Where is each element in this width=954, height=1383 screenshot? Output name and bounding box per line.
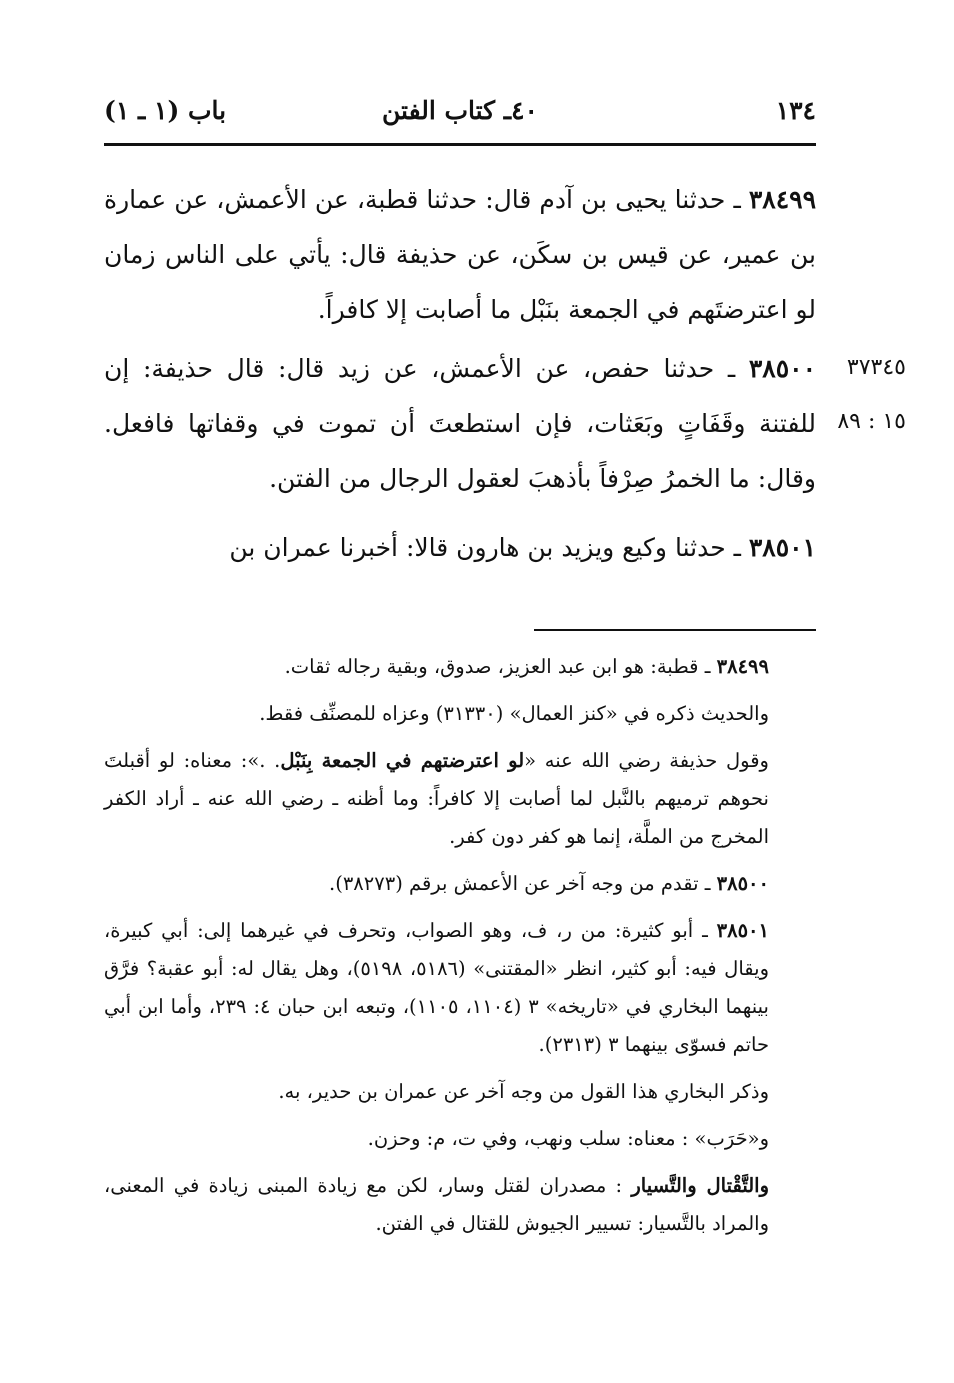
footnote-divider: [534, 629, 816, 631]
footnote-harab: و«حَرَب» : معناه: سلب ونهب، وفي ت، م: وحزن.: [367, 1127, 769, 1150]
margin-ref-volume: ١٥ : ٨٩: [837, 409, 906, 434]
hadith-number: ٣٨٥٠٠: [748, 354, 816, 383]
hadith-number: ٣٨٤٩٩: [748, 185, 816, 214]
footnote-kanz: والحديث ذكره في «كنز العمال» (٣١٣٣٠) وعزاه للمصنِّف فقط.: [259, 702, 769, 725]
footnote-38501: [104, 912, 816, 1064]
footnote-text: ـ أبو كثيرة: من ر، ف، وهو الصواب، وتحرف في غيرهما إلى: أبي كبيرة، ويقال فيه: أبو كثير، انظر «المقتنى» (٥١٨٦، ٥١٩٨)، وهل يقال له: أبو عقبة؟ فرَّق بينهما البخاري في «تاريخه» ٣ (١١٠٤، ١١٠٥)، وتبعه ابن حبان ٤: ٢٣٩، وأما ابن أبي حاتم فسوّى بينهما ٣ (٢٣١٣).: [104, 919, 769, 1056]
footnotes: [104, 648, 816, 1243]
hadith-paragraph: [104, 520, 816, 575]
footnote-text: ـ قطبة: هو ابن عبد العزيز، صدوق، وبقية رجاله ثقات.: [284, 655, 717, 678]
footnote-38499: [104, 648, 816, 686]
footnote-bukhari: وذكر البخاري هذا القول من وجه آخر عن عمران بن حدير، به.: [278, 1080, 769, 1103]
footnote-hudhayfa: [104, 742, 816, 856]
footnote-text: ـ تقدم من وجه آخر عن الأعمش برقم (٣٨٢٧٣).: [329, 872, 717, 895]
hadith-paragraph: [104, 341, 816, 506]
page-number: ١٣٤: [775, 96, 816, 125]
footnote-number: ٣٨٤٩٩: [716, 655, 769, 678]
margin-ref-number: ٣٧٣٤٥: [846, 355, 906, 380]
hadith-38501: [104, 520, 816, 575]
hadith-paragraph: [104, 172, 816, 337]
footnote-text: : مصدران لقتل وسار، لكن مع زيادة المبنى زيادة في المعنى، والمراد بالتَّسيار: تسيير الجيوش للقتال في الفتن.: [104, 1174, 769, 1235]
hadith-number: ٣٨٥٠١: [748, 533, 816, 562]
hadith-text: ـ حدثنا يحيى بن آدم قال: حدثنا قطبة، عن الأعمش، عن عمارة بن عمير، عن قيس بن سكَن، عن حذيفة قال: يأتي على الناس زمان لو اعترضتَهم في الجمعة بنَبْل ما أصابت إلا كافراً.: [104, 185, 816, 324]
page-header: [104, 96, 816, 136]
footnote-text: . .»: معناه: لو أقبلتَ نحوهم ترميهم بالنَّبل لما أصابت إلا كافراً: وما أظنه ـ رضي الله عنه ـ أراد الكفر المخرج من الملَّة، إنما هو كفر دون كفر.: [104, 749, 769, 848]
footnote-taqtal: [104, 1167, 816, 1243]
hadith-text: ـ حدثنا وكيع ويزيد بن هارون قالا: أخبرنا عمران بن: [229, 533, 749, 562]
header-divider: [104, 143, 816, 146]
defined-term: والتَّقْتال والتَّسيار: [631, 1174, 769, 1197]
footnote-number: ٣٨٥٠٠: [716, 872, 769, 895]
hadith-text: ـ حدثنا حفص، عن الأعمش، عن زيد قال: قال حذيفة: إن للفتنة وقَفَاتٍ وبَعَثات، فإن استطعتَ أن تموت في وقفاتها فافعل. وقال: ما الخمرُ صِرْفاً بأذهبَ لعقول الرجال من الفتن.: [104, 354, 816, 493]
hadith-38499: [104, 172, 816, 337]
book-title: ٤٠ـ كتاب الفتن: [382, 96, 538, 125]
chapter-label: باب (١ ـ ١): [104, 96, 227, 125]
quoted-phrase: لو اعترضتهم في الجمعة بِنَبْل: [280, 749, 525, 772]
footnote-number: ٣٨٥٠١: [716, 919, 769, 942]
footnote-38500: [104, 865, 816, 903]
footnote-text: وقول حذيفة رضي الله عنه «: [524, 749, 769, 772]
hadith-38500: [104, 341, 816, 506]
